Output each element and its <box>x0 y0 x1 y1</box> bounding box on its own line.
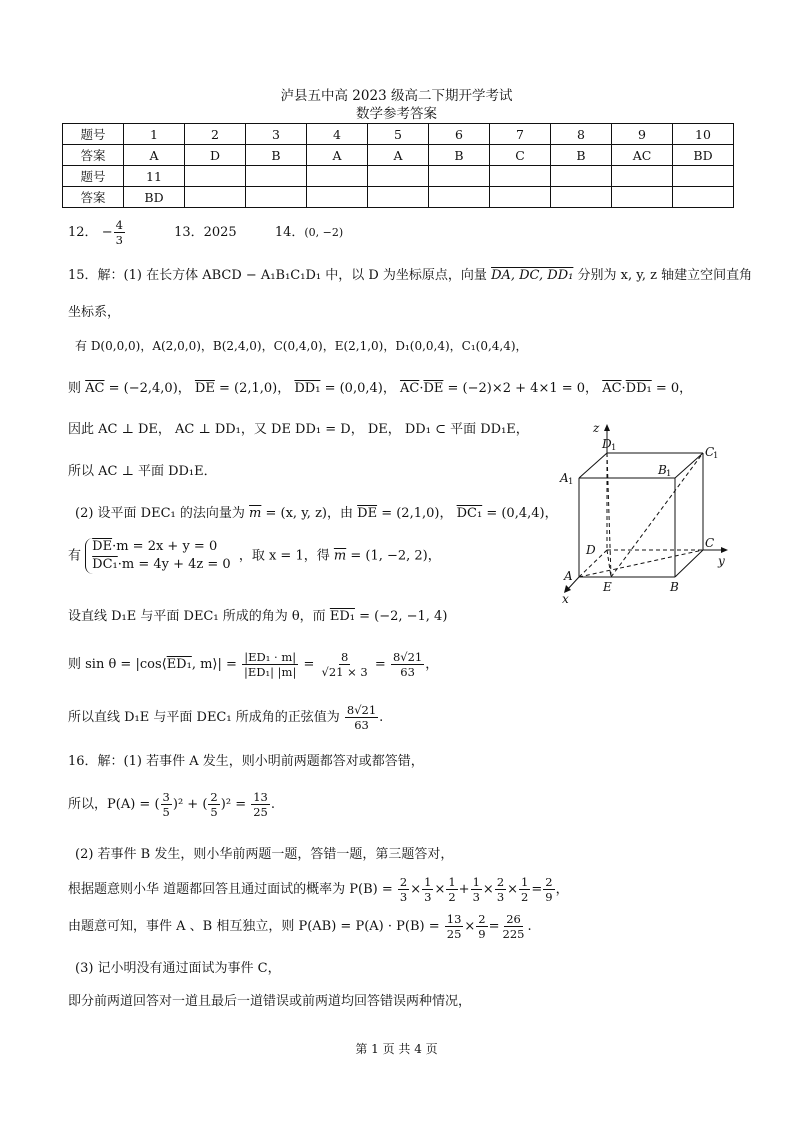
table-cell: B <box>551 145 612 166</box>
table-cell: D <box>185 145 246 166</box>
label-b1: B <box>658 463 667 477</box>
table-cell <box>551 187 612 208</box>
text: 根据题意则小华 道题都回答且通过面试的概率为 P(B) = <box>68 882 393 897</box>
table-cell <box>246 166 307 187</box>
q15-line-9 <box>68 605 447 624</box>
plus: + <box>458 882 470 897</box>
numerator: 26 <box>506 912 521 926</box>
table-cell <box>307 166 368 187</box>
row-header: 答案 <box>63 145 124 166</box>
table-cell: 5 <box>368 124 429 145</box>
denominator: 3 <box>472 890 480 904</box>
label-y: y <box>718 554 725 568</box>
text: . <box>379 710 384 725</box>
answer-subtitle: 数学参考答案 <box>356 106 437 122</box>
table-cell: 1 <box>124 124 185 145</box>
q15-line-11 <box>68 703 383 732</box>
text: (2) 设平面 DEC₁ 的法向量为 <box>75 506 245 521</box>
vec-ac: $\overline{AC}$ <box>85 381 105 396</box>
fraction <box>251 790 270 819</box>
equation-1: ·m = 2x + y = 0 <box>112 539 218 554</box>
q14-answer: (0, −2) <box>304 226 344 239</box>
denominator: 63 <box>400 665 415 679</box>
sine-value <box>345 703 378 732</box>
fraction <box>208 790 219 819</box>
label-z: z <box>593 421 600 435</box>
numerator: 1 <box>424 875 432 889</box>
q16-line-3: (2) 若事件 B 发生，则小华前两题一题，答错一题，第三题答对， <box>75 847 454 862</box>
q15-line-5: 因此 AC ⊥ DE， AC ⊥ DD₁，又 DE DD₁ = D， DE， DD₁ ⊂ 平面 DD₁E， <box>68 422 529 437</box>
equation-system <box>85 538 235 574</box>
dot: · <box>621 381 626 396</box>
text: 有 <box>68 548 82 564</box>
table-cell <box>673 166 734 187</box>
table-cell <box>429 187 490 208</box>
times: × <box>507 882 519 897</box>
table-cell <box>612 187 673 208</box>
label-c1: C <box>705 445 715 459</box>
times: × <box>434 882 446 897</box>
numerator: 1 <box>448 875 456 889</box>
answer-table <box>62 123 734 208</box>
numerator: 2 <box>478 912 486 926</box>
numerator: 13 <box>446 912 462 926</box>
denominator: 9 <box>478 927 486 941</box>
fraction <box>446 875 457 904</box>
label-c: C <box>705 536 715 550</box>
q14-label: 14． <box>274 225 305 240</box>
q15-line-4 <box>68 377 692 396</box>
numerator: 2 <box>545 875 553 889</box>
row-header: 题号 <box>63 124 124 145</box>
numerator: 3 <box>162 790 170 804</box>
denominator: 25 <box>253 805 268 819</box>
table-cell: AC <box>612 145 673 166</box>
text: ， <box>555 882 569 897</box>
times: × <box>410 882 422 897</box>
text: 所以直线 D₁E 与平面 DEC₁ 所成角的正弦值为 <box>68 710 340 725</box>
fraction <box>519 875 530 904</box>
q16-line-6: (3) 记小明没有通过面试为事件 C， <box>75 961 281 976</box>
vec-ed1: ED₁ <box>329 609 355 624</box>
denominator: 63 <box>354 718 369 732</box>
sin-fraction-1 <box>242 650 298 679</box>
table-cell: 11 <box>124 166 185 187</box>
label-a1: A <box>560 471 569 485</box>
label-b: B <box>670 580 679 594</box>
dot: · <box>419 381 424 396</box>
sin-fraction-2 <box>320 650 370 679</box>
table-cell <box>551 166 612 187</box>
text: ，取 x = 1，得 <box>238 548 330 564</box>
table-cell <box>185 166 246 187</box>
label-b1-sub: 1 <box>666 469 672 479</box>
table-row <box>63 166 734 187</box>
vec-dc1: DC₁ <box>92 557 118 572</box>
vec-ac: $\overline{AC}$ <box>602 381 622 396</box>
table-cell: C <box>490 145 551 166</box>
q13-answer: 13．2025 <box>174 225 237 240</box>
table-cell: 3 <box>246 124 307 145</box>
q16-line-2: 所以，P(A) = ( $\frac{3}{5}$ )² + ( $\frac{2}{5}$ )² = $\frac{13}{25}$ . <box>68 790 276 819</box>
vec-dc1: DC₁ <box>456 506 483 521</box>
q15-basis-vectors: DA, DC, DD₁ <box>491 268 574 283</box>
text: . <box>527 919 532 934</box>
label-c1-sub: 1 <box>713 451 719 461</box>
numerator: |ED₁ · m| <box>244 650 297 664</box>
normal-vector: $\overline{m}$ <box>249 506 262 521</box>
table-cell <box>368 187 429 208</box>
text: = (0,0,4)， <box>324 381 396 396</box>
equals: = <box>374 657 386 672</box>
denominator: 3 <box>399 890 408 904</box>
numerator: 8 <box>340 650 349 664</box>
equation-2: ·m = 4y + 4z = 0 <box>117 557 231 572</box>
equals: = <box>531 882 543 897</box>
row-header: 题号 <box>63 166 124 187</box>
text: = (−2)×2 + 4×1 = 0， <box>447 381 599 396</box>
fraction <box>471 875 482 904</box>
vec-ed1: ED₁ <box>166 657 192 672</box>
table-cell <box>490 166 551 187</box>
text: ， <box>425 657 439 672</box>
table-cell: A <box>368 145 429 166</box>
table-cell: B <box>429 145 490 166</box>
q15-line-2: 坐标系， <box>68 305 121 320</box>
equals: = <box>488 919 500 934</box>
q15-line-1 <box>68 264 752 283</box>
fraction <box>398 875 409 904</box>
denominator: 3 <box>424 890 432 904</box>
denominator: √21 × 3 <box>321 665 368 679</box>
times: × <box>464 919 476 934</box>
vec-dd1: DD₁ <box>625 381 652 396</box>
table-cell: 8 <box>551 124 612 145</box>
vec-de: $\overline{DE}$ <box>423 381 444 396</box>
text: 则 <box>68 381 82 396</box>
vec-de: $\overline{DE}$ <box>194 381 215 396</box>
numerator: 2 <box>210 790 218 804</box>
denominator: 3 <box>496 890 505 904</box>
denominator: 2 <box>521 890 529 904</box>
exponent: ² <box>225 797 232 812</box>
numerator: 2 <box>399 875 408 889</box>
label-d: D <box>586 543 596 557</box>
text: = (2,1,0)， <box>218 381 291 396</box>
table-cell: 10 <box>673 124 734 145</box>
fraction <box>161 790 172 819</box>
times: × <box>482 882 494 897</box>
page-footer: 第 1 页 共 4 页 <box>355 1042 438 1056</box>
table-cell <box>307 187 368 208</box>
label-d1-sub: 1 <box>611 443 617 453</box>
text: = (0,4,4)， <box>486 506 558 521</box>
numerator: 1 <box>472 875 480 889</box>
denominator: 9 <box>545 890 553 904</box>
q12-den: 3 <box>115 233 123 247</box>
denominator: 5 <box>210 805 218 819</box>
q15-axes-text: 分别为 x, y, z 轴建立空间直角 <box>577 268 753 283</box>
equals: = <box>303 657 315 672</box>
fraction <box>445 912 464 941</box>
text: 则 sin θ = |cos⟨ <box>68 657 167 672</box>
q15-line-6: 所以 AC ⊥ 平面 DD₁E． <box>68 464 217 479</box>
table-cell <box>185 187 246 208</box>
exponent: ² <box>177 797 184 812</box>
denominator: 25 <box>446 927 462 941</box>
numerator: 2 <box>496 875 505 889</box>
fill-blank-answers <box>68 218 343 247</box>
table-cell: 4 <box>307 124 368 145</box>
fraction <box>422 875 433 904</box>
q15-intro: 15．解：(1) 在长方体 ABCD − A₁B₁C₁D₁ 中，以 D 为坐标原点，向量 <box>68 268 487 283</box>
label-e: E <box>603 580 612 594</box>
q15-line-10 <box>68 650 438 679</box>
table-cell: A <box>124 145 185 166</box>
q12-num: 4 <box>115 218 123 232</box>
q15-line-7 <box>75 502 558 521</box>
q16-line-4 <box>68 875 569 904</box>
text: 由题意可知，事件 A 、B 相互独立，则 P(AB) = P(A) · P(B) = <box>68 919 440 934</box>
label-a1-sub: 1 <box>568 477 574 487</box>
text: , m⟩| = <box>191 657 237 672</box>
denominator: 225 <box>502 927 525 941</box>
label-d1: D <box>602 437 612 451</box>
vec-ac: $\overline{AC}$ <box>399 381 420 396</box>
fraction <box>495 875 506 904</box>
vec-dd1: DD₁ <box>294 381 321 396</box>
numerator: 1 <box>521 875 529 889</box>
table-row <box>63 187 734 208</box>
table-cell <box>612 166 673 187</box>
table-cell: A <box>307 145 368 166</box>
text: = (−2,4,0)， <box>108 381 191 396</box>
table-row <box>63 124 734 145</box>
numerator: 8√21 <box>392 650 423 664</box>
table-cell: 2 <box>185 124 246 145</box>
q15-coordinates: 有 D(0,0,0)，A(2,0,0)，B(2,4,0)，C(0,4,0)，E(2,1,0)，D₁(0,0,4)，C₁(0,4,4)， <box>75 339 528 353</box>
equals: = <box>235 797 247 812</box>
normal-vector: $\overline{m}$ <box>333 548 347 564</box>
denominator: 2 <box>448 890 456 904</box>
text: . <box>270 797 276 812</box>
q16-line-5 <box>68 912 532 941</box>
row-header: 答案 <box>63 187 124 208</box>
numerator: 13 <box>253 790 268 804</box>
text: = 0， <box>655 381 693 396</box>
exam-title: 泸县五中高 2023 级高二下期开学考试 <box>280 88 513 104</box>
table-cell: 7 <box>490 124 551 145</box>
table-cell <box>490 187 551 208</box>
label-x: x <box>562 592 569 606</box>
table-cell: 9 <box>612 124 673 145</box>
text: = (−2, −1, 4) <box>359 609 448 624</box>
table-cell <box>246 187 307 208</box>
denominator: |ED₁| |m| <box>244 665 297 679</box>
cuboid-figure <box>550 420 740 610</box>
fraction <box>476 912 487 941</box>
q15-line-8 <box>68 538 441 574</box>
table-cell <box>673 187 734 208</box>
table-row <box>63 145 734 166</box>
table-cell: BD <box>124 187 185 208</box>
text: 所以，P(A) = <box>68 797 151 812</box>
fraction <box>543 875 554 904</box>
fraction <box>501 912 527 941</box>
table-cell <box>368 166 429 187</box>
text: 设直线 D₁E 与平面 DEC₁ 所成的角为 θ，而 <box>68 609 326 624</box>
table-cell: BD <box>673 145 734 166</box>
text: = (1, −2, 2)， <box>350 548 441 564</box>
vec-de: $\overline{DE}$ <box>357 506 378 521</box>
q16-line-7: 即分前两道回答对一道且最后一道错误或前两道均回答错误两种情况， <box>68 994 472 1009</box>
text: = (2,1,0)， <box>381 506 453 521</box>
denominator: 5 <box>162 805 170 819</box>
q12-fraction <box>114 218 125 247</box>
sin-fraction-3 <box>391 650 424 679</box>
table-cell <box>429 166 490 187</box>
q16-line-1: 16．解：(1) 若事件 A 发生，则小明前两题都答对或都答错， <box>68 754 424 769</box>
q12-sign: − <box>101 225 113 240</box>
q12-label: 12． <box>68 225 98 240</box>
table-cell: 6 <box>429 124 490 145</box>
text: = (x, y, z)，由 <box>265 506 353 521</box>
label-a: A <box>564 569 573 583</box>
plus: + <box>187 797 199 812</box>
table-cell: B <box>246 145 307 166</box>
numerator: 8√21 <box>346 703 377 717</box>
vec-de: $\overline{DE}$ <box>92 539 113 554</box>
